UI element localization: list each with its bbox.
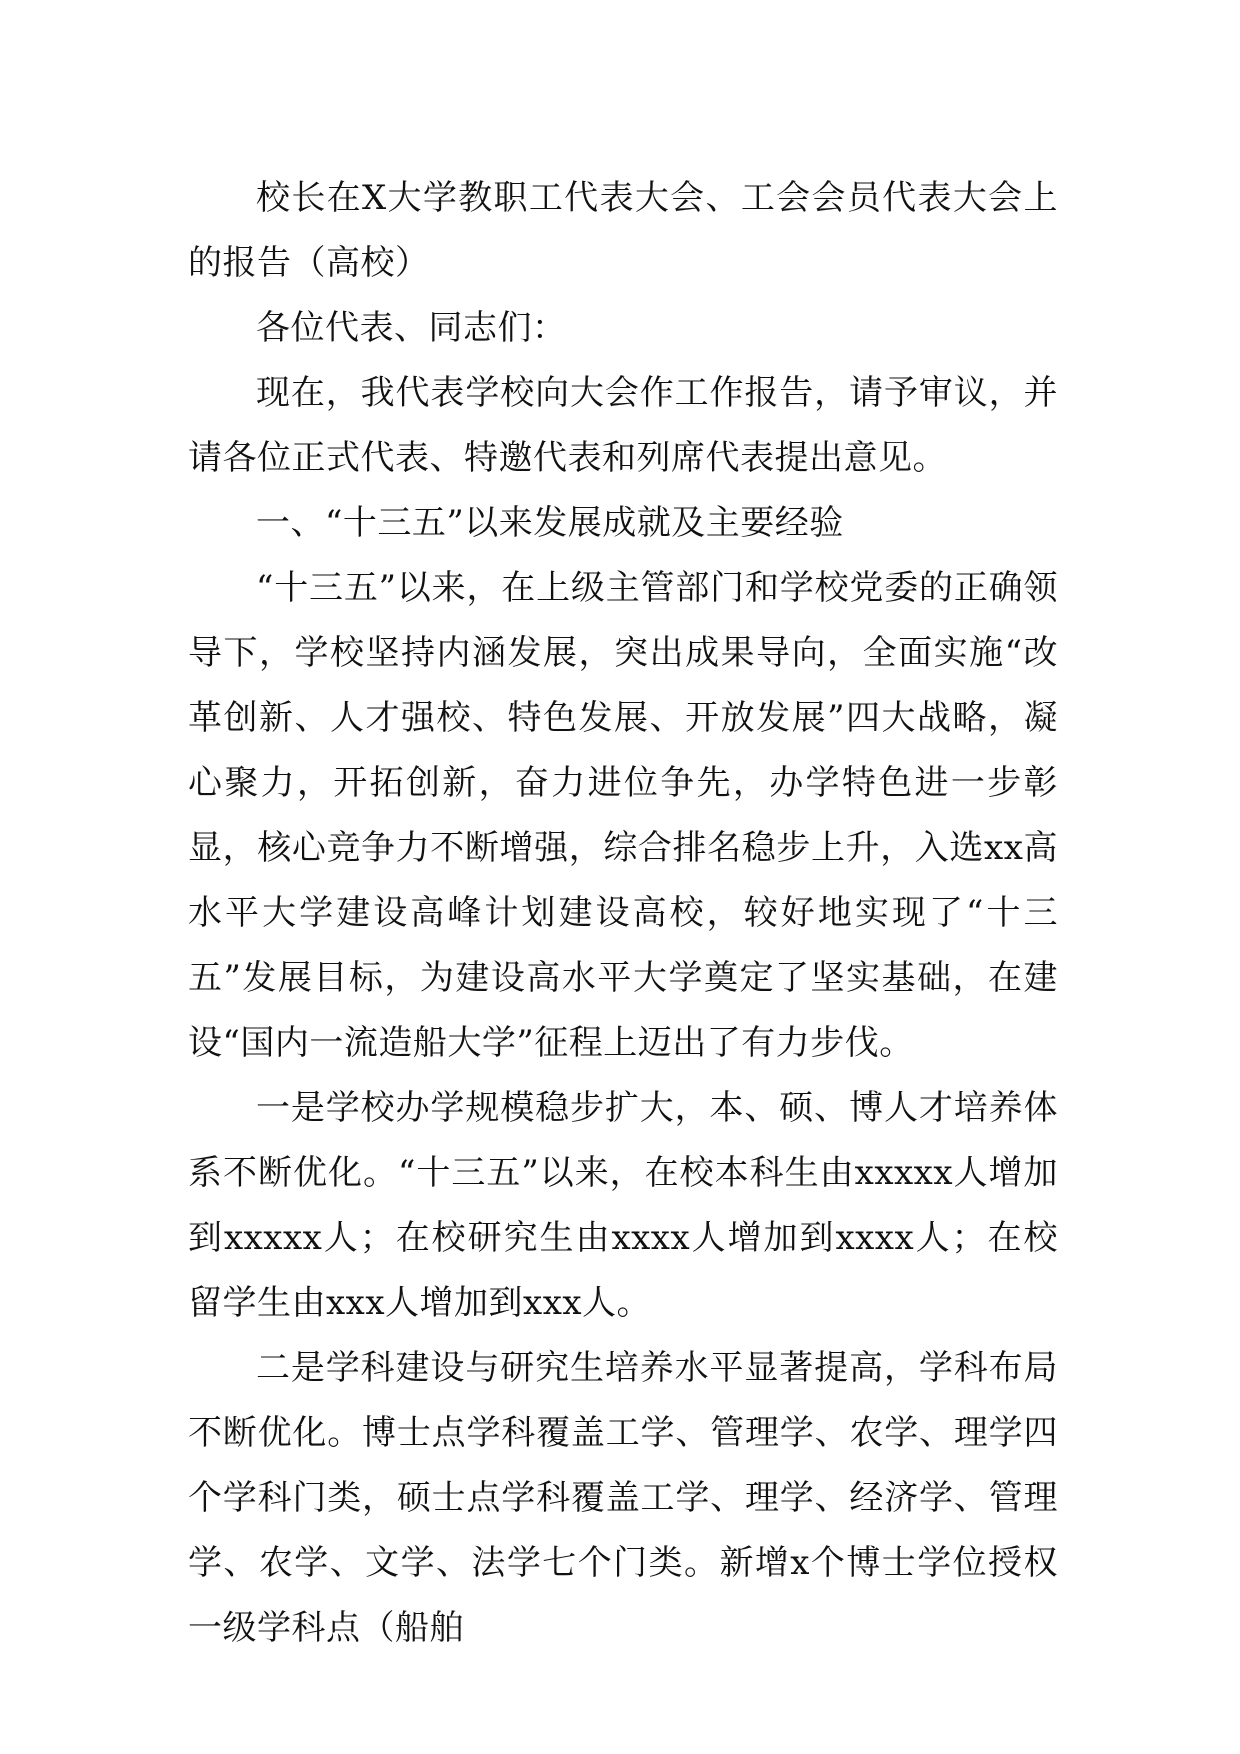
greeting: 各位代表、同志们： <box>256 308 567 348</box>
section-heading: 一、“十三五”以来发展成就及主要经验 <box>256 503 844 543</box>
paragraph-disciplines: 二是学科建设与研究生培养水平显著提高，学科布局不断优化。博士点学科覆盖工学、管理学、农学、理学四个学科门类，硕士点学科覆盖工学、理学、经济学、管理学、农学、文学、法学七个门类。新增x个博士学位授权一级学科点（船舶 <box>188 1348 1058 1648</box>
document-title: 校长在X大学教职工代表大会、工会会员代表大会上的报告（高校） <box>188 178 1058 283</box>
paragraph-scale: 一是学校办学规模稳步扩大，本、硕、博人才培养体系不断优化。“十三五”以来，在校本科生由xxxxx人增加到xxxxx人；在校研究生由xxxx人增加到xxxx人；在校留学生由xxx人增加到xxx人。 <box>188 1088 1058 1323</box>
paragraph-opening: 现在，我代表学校向大会作工作报告，请予审议，并请各位正式代表、特邀代表和列席代表提出意见。 <box>188 373 1058 478</box>
document-body <box>188 166 1058 1661</box>
paragraph-achievements: “十三五”以来，在上级主管部门和学校党委的正确领导下，学校坚持内涵发展，突出成果导向，全面实施“改革创新、人才强校、特色发展、开放发展”四大战略，凝心聚力，开拓创新，奋力进位争先，办学特色进一步彰显，核心竞争力不断增强，综合排名稳步上升，入选xx高水平大学建设高峰计划建设高校，较好地实现了“十三五”发展目标，为建设高水平大学奠定了坚实基础，在建设“国内一流造船大学”征程上迈出了有力步伐。 <box>188 568 1058 1063</box>
